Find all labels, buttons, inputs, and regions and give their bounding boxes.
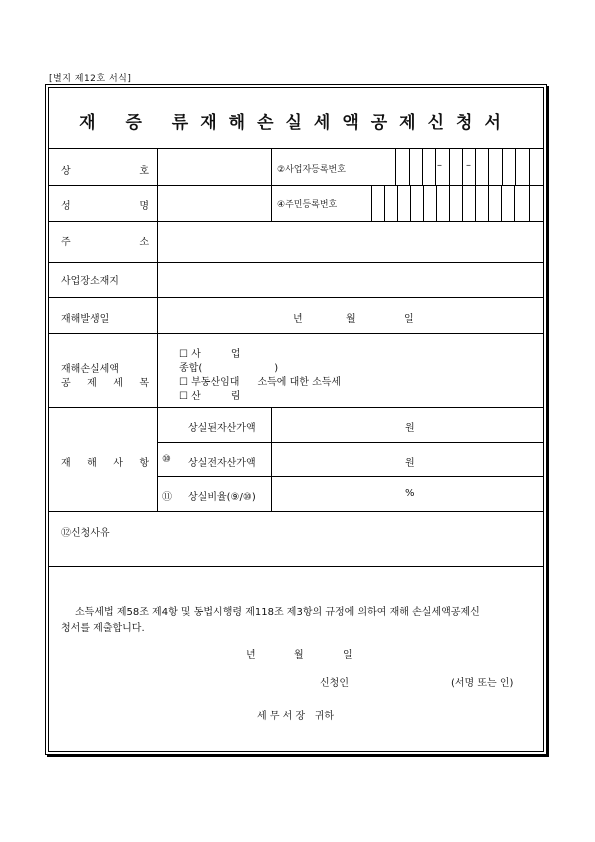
option-business[interactable]: ☐ 사 업	[179, 349, 241, 360]
signature-label: (서명 또는 인)	[451, 678, 514, 689]
label-deduction-1: 재해손실세액	[61, 364, 119, 375]
unit-percent: %	[405, 488, 415, 499]
divider	[49, 333, 543, 334]
biz-reg-number-boxes[interactable]: – –	[395, 149, 544, 185]
column-divider	[271, 148, 272, 221]
decl-month: 월	[294, 650, 304, 661]
divider	[49, 407, 543, 408]
divider	[49, 221, 543, 222]
resident-reg-number-boxes[interactable]	[371, 185, 544, 221]
form-inner-border	[48, 87, 544, 752]
form-frame	[45, 84, 547, 755]
option-composite[interactable]: 종합( )	[179, 363, 279, 374]
declaration-line-2: 청서를 제출합니다.	[61, 623, 145, 634]
option-forestry[interactable]: ☐ 산 림	[179, 391, 241, 402]
label-seongmyeong: 성 명	[61, 201, 149, 212]
date-month-label: 월	[346, 314, 356, 325]
divider	[157, 442, 543, 443]
date-year-label: 년	[293, 314, 303, 325]
label-biz-reg-number: ②사업자등록번호	[277, 165, 346, 175]
unit-won-1: 원	[405, 423, 415, 434]
label-disaster-date: 재해발생일	[61, 314, 110, 325]
option-real-estate[interactable]: ☐ 부동산임대 소득에 대한 소득세	[179, 377, 342, 388]
applicant-label: 신청인	[320, 678, 349, 689]
divider	[49, 566, 543, 567]
label-deduction-2: 공 제 세 목	[61, 378, 149, 389]
unit-won-2: 원	[405, 458, 415, 469]
date-day-label: 일	[404, 314, 414, 325]
label-reason: ⑫신청사유	[61, 528, 110, 539]
divider	[49, 297, 543, 298]
label-pre-loss-asset-value: 상실전자산가액	[188, 458, 256, 469]
decl-day: 일	[343, 650, 353, 661]
num-11: ⑪	[162, 492, 172, 503]
divider	[49, 511, 543, 512]
label-juso: 주 소	[61, 237, 149, 248]
label-loss-ratio: 상실비율(⑨/⑩)	[188, 492, 256, 503]
label-disaster-items: 재 해 사 항	[61, 458, 149, 469]
label-resident-reg-number: ④주민등록번호	[277, 200, 338, 210]
label-sangho: 상 호	[61, 166, 149, 177]
recipient-label: 세 무 서 장 귀하	[257, 711, 335, 722]
divider	[49, 262, 543, 263]
decl-year: 년	[246, 650, 256, 661]
label-lost-asset-value: 상실된자산가액	[188, 423, 256, 434]
declaration-line-1: 소득세법 제58조 제4항 및 동법시행령 제118조 제3항의 규정에 의하여 재해 손실세액공제신	[75, 607, 480, 618]
label-workplace: 사업장소재지	[61, 276, 119, 287]
form-number-label: [별지 제12호 서식]	[49, 74, 132, 84]
form-title: 재 증 류재해손실세액공제신청서	[79, 113, 513, 133]
column-divider	[271, 407, 272, 511]
column-divider	[157, 148, 158, 511]
num-10: ⑩	[162, 454, 171, 465]
divider	[157, 476, 543, 477]
